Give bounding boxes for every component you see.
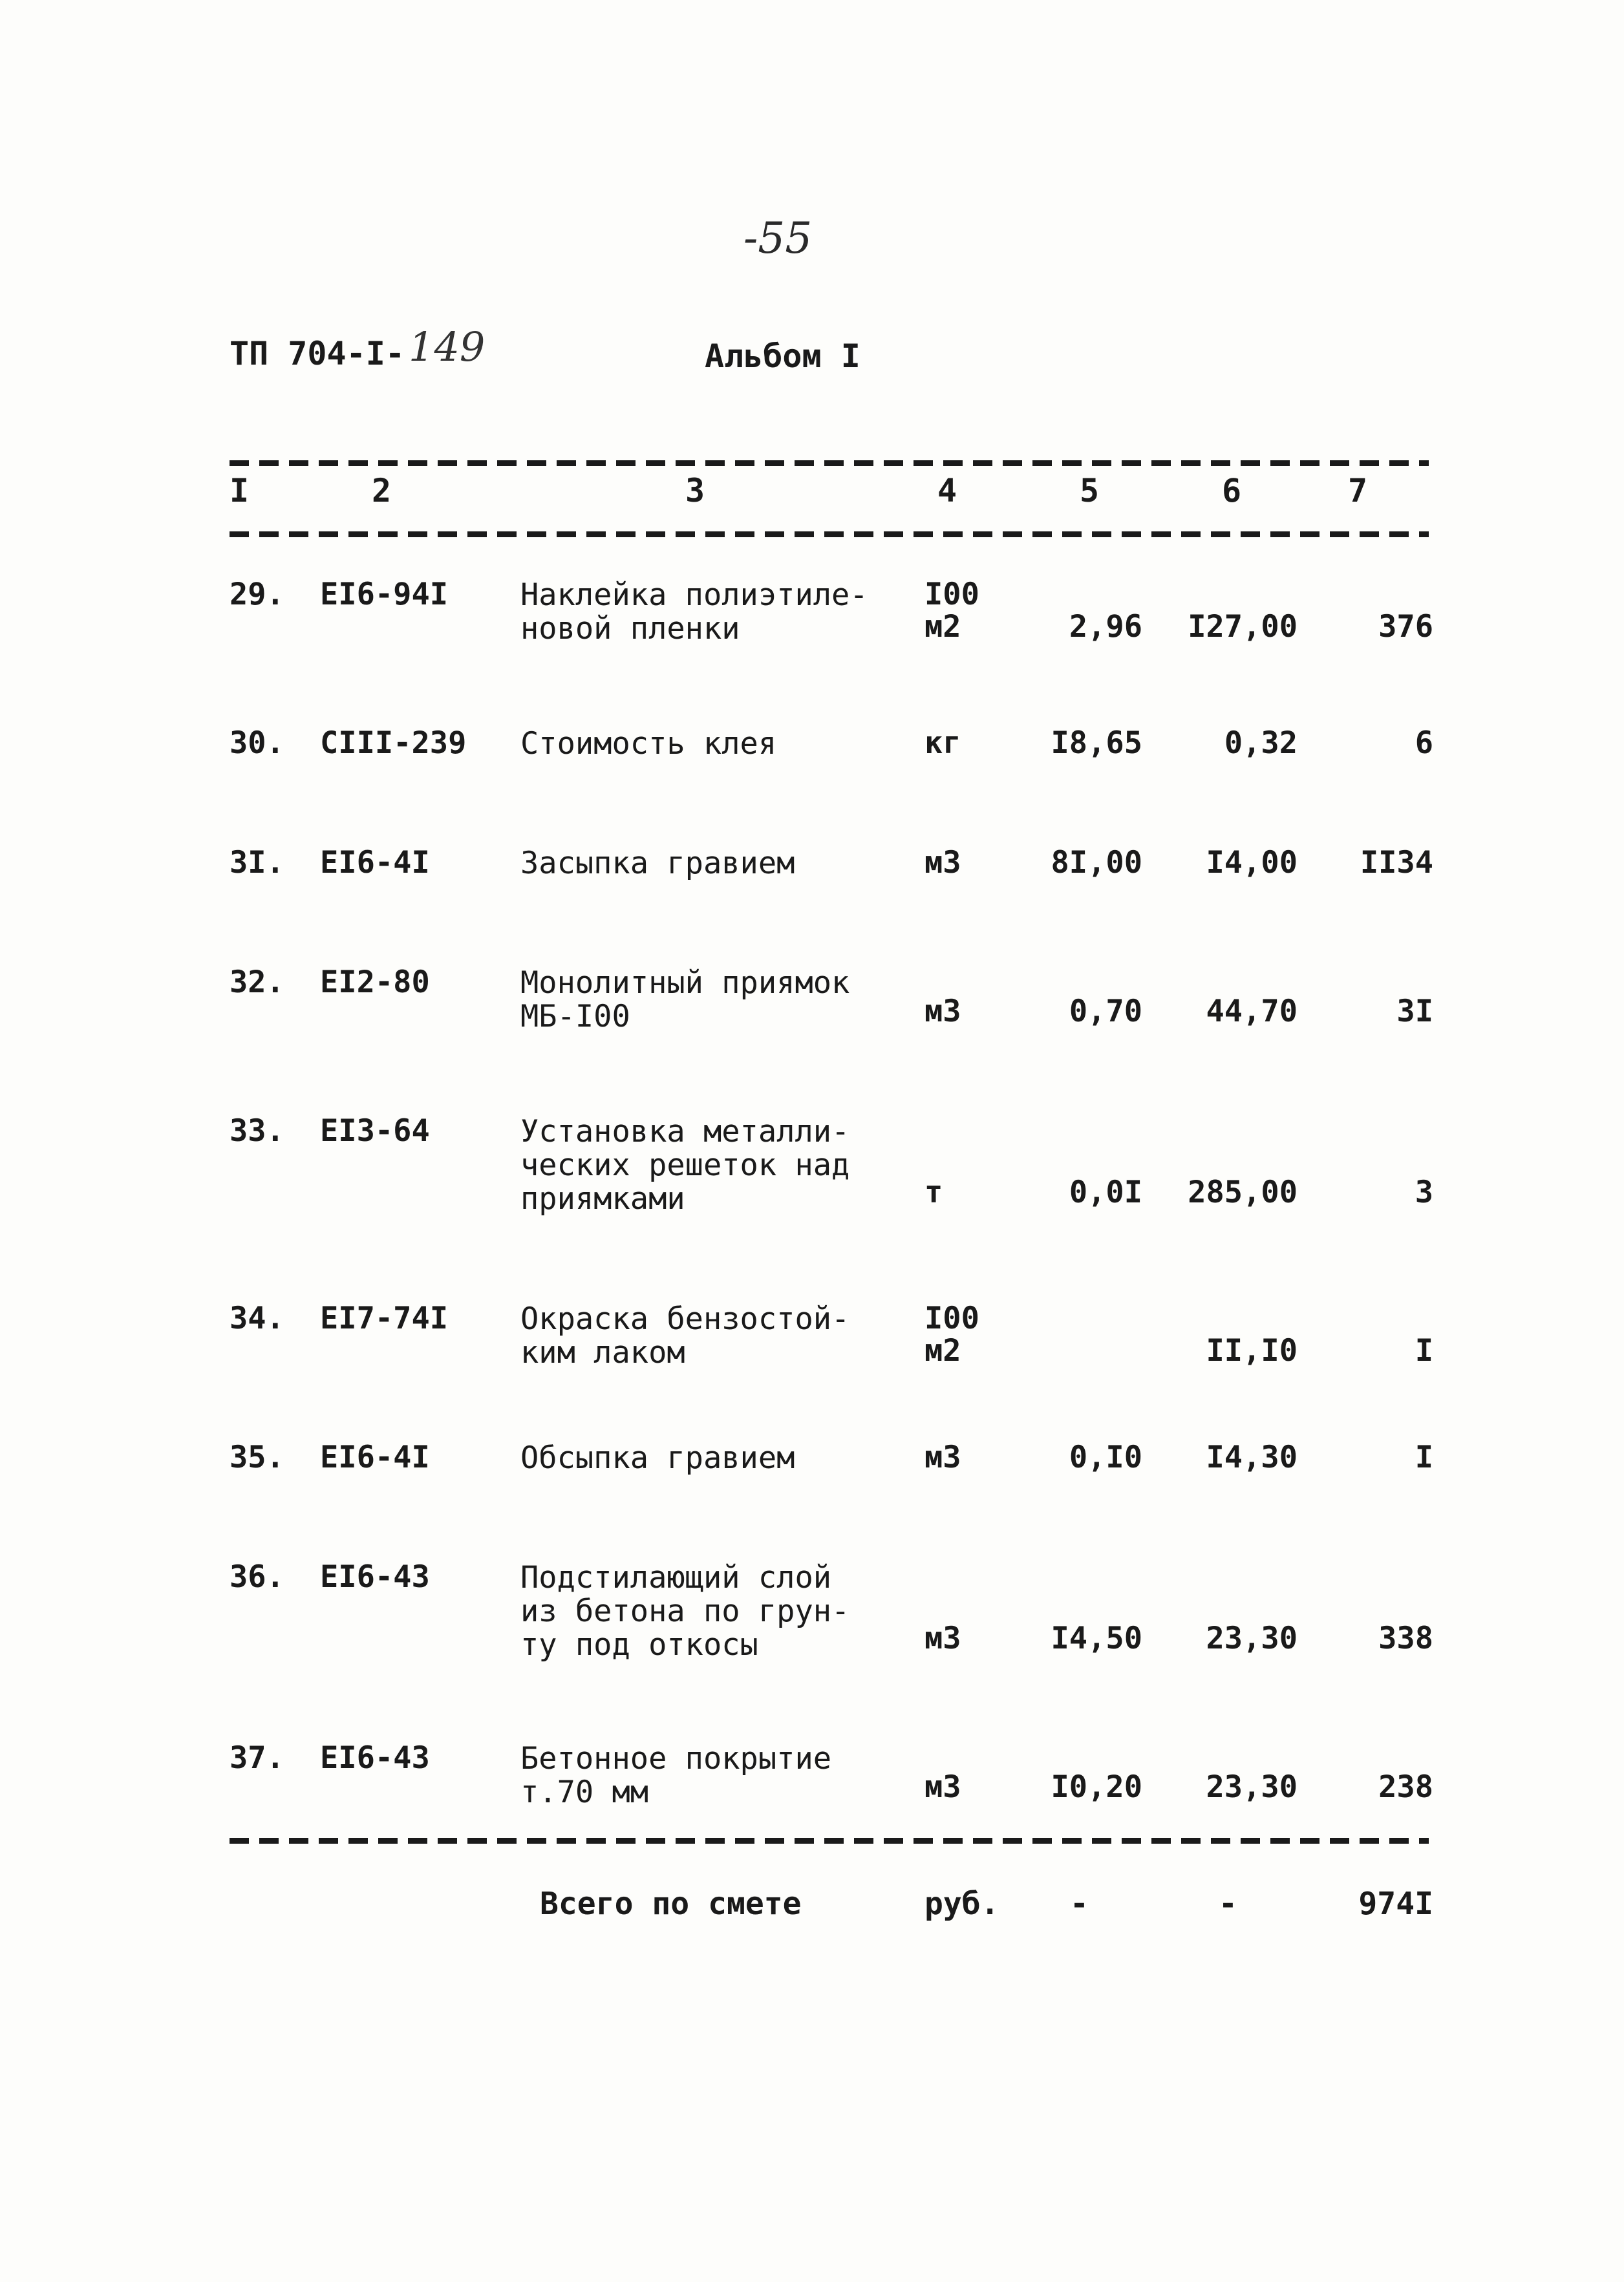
row-code: EI6-43 — [320, 1740, 430, 1776]
total-price-dash: - — [1219, 1886, 1237, 1922]
row-price: II,I0 — [1206, 1333, 1298, 1369]
row-total: 338 — [1378, 1621, 1433, 1656]
row-number: 34. — [230, 1301, 284, 1336]
column-header-4: 4 — [937, 472, 957, 509]
table-bottom-rule — [230, 1838, 1429, 1844]
row-total: I — [1415, 1333, 1433, 1369]
total-value: 974I — [1358, 1886, 1433, 1922]
row-unit: т — [924, 1175, 943, 1210]
row-name: Установка металли- ческих решеток над приямками — [520, 1114, 850, 1217]
document-code-handwritten: 149 — [409, 323, 486, 370]
row-quantity: I8,65 — [1051, 725, 1142, 761]
row-quantity: 0,70 — [1069, 994, 1142, 1029]
album-title: Альбом I — [705, 337, 860, 375]
column-header-7: 7 — [1348, 472, 1368, 509]
total-quantity-dash: - — [1070, 1886, 1089, 1922]
row-name: Монолитный приямок МБ-I00 — [520, 965, 850, 1034]
row-code: EI6-43 — [320, 1559, 430, 1595]
row-unit: м3 — [924, 845, 961, 880]
row-code: EI6-4I — [320, 1440, 430, 1475]
row-quantity: I0,20 — [1051, 1769, 1142, 1805]
row-name: Окраска бензостой- ким лаком — [520, 1301, 850, 1370]
row-quantity: I4,50 — [1051, 1621, 1142, 1656]
row-name: Засыпка гравием — [520, 846, 795, 881]
column-header-6: 6 — [1222, 472, 1242, 509]
row-quantity: 2,96 — [1069, 609, 1142, 645]
total-unit: руб. — [924, 1886, 999, 1922]
row-code: EI2-80 — [320, 965, 430, 1000]
row-price: I4,30 — [1206, 1440, 1298, 1475]
row-unit: I00 м2 — [924, 577, 979, 645]
row-unit: м3 — [924, 1440, 961, 1475]
row-number: 3I. — [230, 845, 284, 880]
column-header-1: I — [230, 472, 250, 509]
row-name: Наклейка полиэтиле- новой пленки — [520, 577, 868, 646]
row-total: I — [1415, 1440, 1433, 1475]
row-price: 44,70 — [1206, 994, 1298, 1029]
row-total: 238 — [1378, 1769, 1433, 1805]
row-unit: кг — [924, 725, 961, 761]
row-code: EI6-94I — [320, 577, 449, 612]
document-code: ТП 704-I- — [230, 335, 405, 372]
column-header-5: 5 — [1080, 472, 1100, 509]
row-quantity: 0,I0 — [1069, 1440, 1142, 1475]
row-price: 0,32 — [1224, 725, 1298, 761]
row-name: Стоимость клея — [520, 726, 777, 762]
row-name: Бетонное покрытие т.70 мм — [520, 1741, 832, 1810]
row-number: 37. — [230, 1740, 284, 1776]
row-price: 285,00 — [1188, 1175, 1298, 1210]
row-number: 33. — [230, 1113, 284, 1149]
row-number: 35. — [230, 1440, 284, 1475]
row-unit: м3 — [924, 1769, 961, 1805]
row-total: II34 — [1360, 845, 1433, 880]
row-code: EI7-74I — [320, 1301, 449, 1336]
row-price: I27,00 — [1188, 609, 1298, 645]
row-price: 23,30 — [1206, 1621, 1298, 1656]
row-total: 6 — [1415, 725, 1433, 761]
row-name: Подстилающий слой из бетона по грун- ту под откосы — [520, 1560, 850, 1663]
row-quantity: 0,0I — [1069, 1175, 1142, 1210]
row-number: 32. — [230, 965, 284, 1000]
row-price: I4,00 — [1206, 845, 1298, 880]
row-number: 36. — [230, 1559, 284, 1595]
row-code: EI3-64 — [320, 1113, 430, 1149]
row-name: Обсыпка гравием — [520, 1440, 795, 1476]
row-unit: м3 — [924, 994, 961, 1029]
row-total: 3 — [1415, 1175, 1433, 1210]
table-top-rule — [230, 460, 1429, 466]
row-number: 29. — [230, 577, 284, 612]
page-number: -55 — [743, 213, 813, 263]
total-label: Всего по смете — [540, 1886, 802, 1922]
column-header-3: 3 — [685, 472, 705, 509]
column-header-2: 2 — [372, 472, 392, 509]
row-unit: м3 — [924, 1621, 961, 1656]
row-price: 23,30 — [1206, 1769, 1298, 1805]
row-unit: I00 м2 — [924, 1301, 979, 1369]
row-total: 376 — [1378, 609, 1433, 645]
row-number: 30. — [230, 725, 284, 761]
row-code: EI6-4I — [320, 845, 430, 880]
row-total: 3I — [1396, 994, 1433, 1029]
row-code: CIII-239 — [320, 725, 467, 761]
row-quantity: 8I,00 — [1051, 845, 1142, 880]
header-bottom-rule — [230, 531, 1429, 537]
